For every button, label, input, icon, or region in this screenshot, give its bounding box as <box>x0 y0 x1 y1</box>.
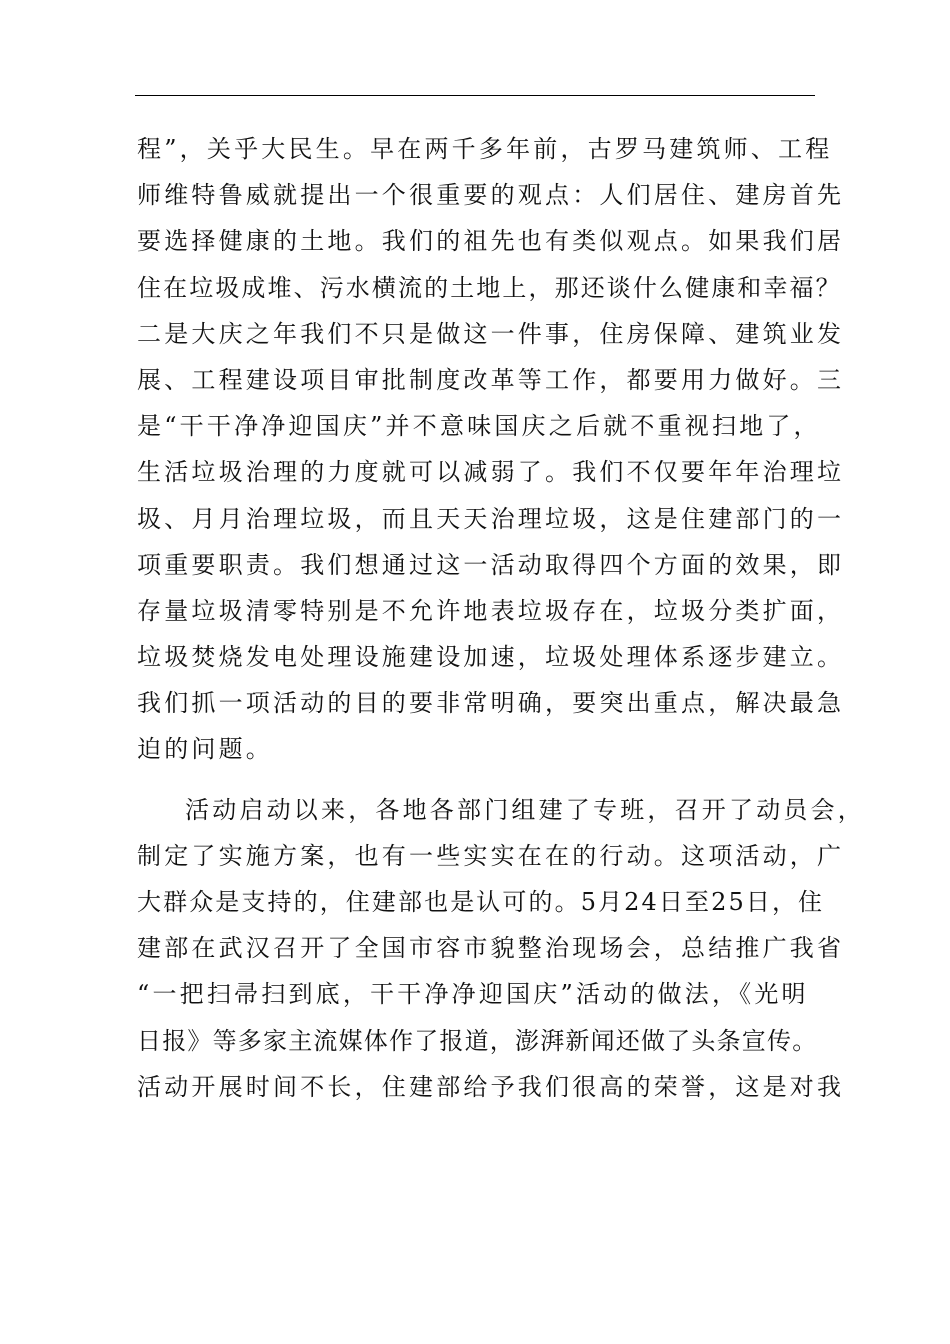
header-rule <box>135 95 815 96</box>
paragraph <box>137 787 865 1110</box>
text-line: 制定了实施方案，也有一些实实在在的行动。这项活动，广 <box>137 841 845 870</box>
text-line: 活动启动以来，各地各部门组建了专班，召开了动员会， <box>185 795 865 824</box>
paragraph-gap <box>137 773 827 787</box>
paragraph <box>137 126 845 773</box>
text-line: 活动开展时间不长，住建部给予我们很高的荣誉，这是对我 <box>137 1072 845 1101</box>
text-line: 师维特鲁威就提出一个很重要的观点：人们居住、建房首先 <box>137 181 845 210</box>
text-line: 住在垃圾成堆、污水横流的土地上，那还谈什么健康和幸福？ <box>137 273 842 302</box>
text-line: 日报》等多家主流媒体作了报道，澎湃新闻还做了头条宣传。 <box>137 1026 818 1055</box>
text-line: 生活垃圾治理的力度就可以减弱了。我们不仅要年年治理垃 <box>137 458 845 487</box>
text-line: 大群众是支持的，住建部也是认可的。5月24日至25日，住 <box>137 888 825 916</box>
text-line: 存量垃圾清零特别是不允许地表垃圾存在，垃圾分类扩面， <box>137 596 845 625</box>
text-line: 要选择健康的土地。我们的祖先也有类似观点。如果我们居 <box>137 227 845 256</box>
text-line: 是“干干净净迎国庆”并不意味国庆之后就不重视扫地了， <box>137 412 821 441</box>
text-line: “一把扫帚扫到底，干干净净迎国庆”活动的做法，《光明 <box>137 980 809 1009</box>
text-line: 程”，关乎大民生。早在两千多年前，古罗马建筑师、工程 <box>137 135 833 163</box>
text-line: 圾、月月治理垃圾，而且天天治理垃圾，这是住建部门的一 <box>137 504 845 533</box>
text-line: 展、工程建设项目审批制度改革等工作，都要用力做好。三 <box>137 365 845 394</box>
text-line: 我们抓一项活动的目的要非常明确，要突出重点，解决最急 <box>137 689 845 718</box>
text-line: 项重要职责。我们想通过这一活动取得四个方面的效果，即 <box>137 550 845 579</box>
text-line: 垃圾焚烧发电处理设施建设加速，垃圾处理体系逐步建立。 <box>137 643 845 672</box>
body-text <box>137 126 865 1110</box>
text-line: 建部在武汉召开了全国市容市貌整治现场会，总结推广我省 <box>137 934 845 963</box>
text-line: 二是大庆之年我们不只是做这一件事，住房保障、建筑业发 <box>137 319 845 348</box>
text-line: 迫的问题。 <box>137 735 273 764</box>
